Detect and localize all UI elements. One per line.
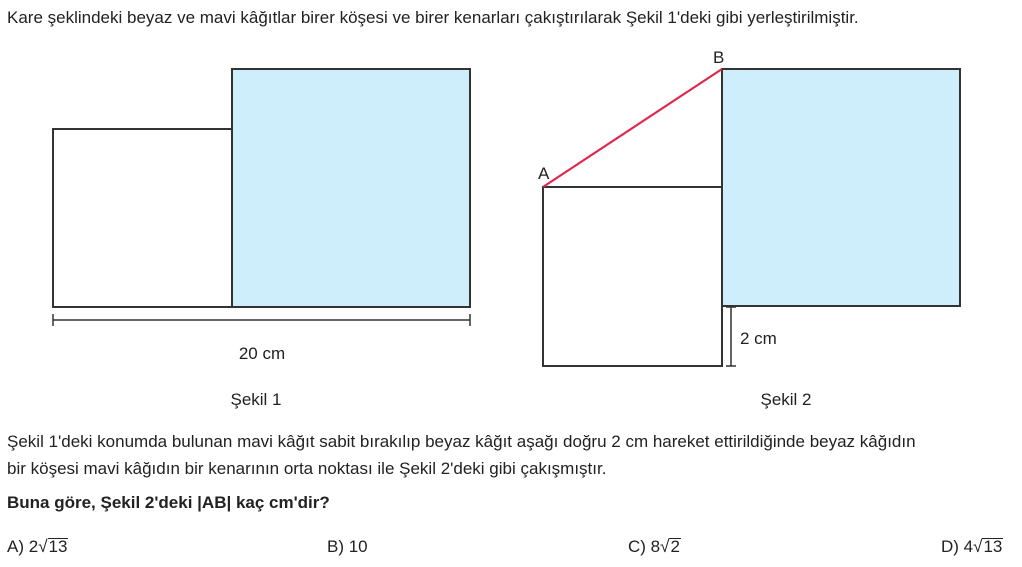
option-d-prefix: D) 4 — [941, 537, 974, 556]
option-a[interactable] — [7, 537, 68, 557]
option-c[interactable] — [628, 537, 681, 557]
option-b[interactable] — [327, 537, 368, 557]
shift-dimension-fig2 — [726, 307, 736, 366]
segment-ab — [543, 69, 722, 187]
option-d[interactable] — [941, 537, 1003, 557]
blue-square-fig2 — [722, 69, 960, 306]
white-square-fig1 — [53, 129, 232, 307]
dimension-line-fig1 — [53, 314, 470, 326]
description-line-1: Şekil 1'deki konumda bulunan mavi kâğıt sabit bırakılıp beyaz kâğıt aşağı doğru 2 cm hareket ettirildiğinde beyaz kâğıdın — [7, 432, 916, 451]
intro-text: Kare şeklindeki beyaz ve mavi kâğıtlar birer köşesi ve birer kenarları çakıştırılarak Şekil 1'deki gibi yerleştirilmiştir. — [7, 8, 859, 27]
option-a-prefix: A) 2 — [7, 537, 39, 556]
option-d-radicand: 13 — [983, 537, 1003, 556]
option-c-prefix: C) 8 — [628, 537, 661, 556]
caption-fig1: Şekil 1 — [230, 390, 282, 409]
dimension-label-fig1: 20 cm — [238, 344, 286, 363]
figure-1 — [53, 69, 470, 409]
white-square-fig2 — [543, 187, 722, 366]
description-line-2: bir köşesi mavi kâğıdın bir kenarının orta noktası ile Şekil 2'deki gibi çakışmıştır. — [7, 459, 607, 478]
sqrt-icon: √ — [973, 537, 983, 556]
point-b-label: B — [713, 48, 725, 67]
caption-fig2: Şekil 2 — [760, 390, 812, 409]
option-c-radicand: 2 — [670, 537, 680, 556]
question-text: Buna göre, Şekil 2'deki |AB| kaç cm'dir? — [7, 493, 330, 512]
blue-square-fig1 — [232, 69, 470, 307]
option-b-text: B) 10 — [327, 537, 368, 556]
sqrt-icon: √ — [660, 537, 670, 556]
sqrt-icon: √ — [38, 537, 48, 556]
shift-label-fig2: 2 cm — [740, 329, 777, 348]
figure-2 — [538, 48, 960, 409]
option-a-radicand: 13 — [48, 537, 68, 556]
point-a-label: A — [538, 164, 550, 183]
